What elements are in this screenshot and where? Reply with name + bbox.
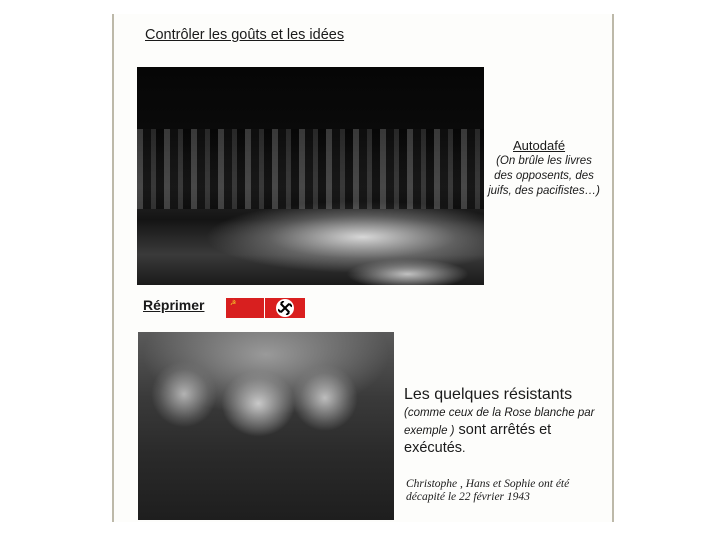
section-title-reprimer: Réprimer [143,297,205,313]
swastika-flag-icon [265,298,305,318]
autodafe-heading: Autodafé [513,138,566,153]
resistance-verb: sont arrêtés et exécutés [404,422,552,456]
section-title-controler: Contrôler les goûts et les idées [145,27,345,43]
resistance-heading: Les quelques résistants [404,386,573,403]
book-burning-photo [137,67,484,285]
photo-caption: Christophe , Hans et Sophie ont été décapité le 22 février 1943 [406,478,570,503]
crowd-silhouette [137,129,484,209]
resistance-text [404,404,609,457]
white-rose-photo [138,332,394,520]
resistance-example: (comme ceux de la Rose blanche par exemple ) [404,407,595,437]
soviet-flag-icon: ☭ [226,298,264,318]
autodafe-description: (On brûle les livres des opposents, des juifs, des pacifistes…) [488,155,600,197]
resistance-period: . [462,441,466,455]
